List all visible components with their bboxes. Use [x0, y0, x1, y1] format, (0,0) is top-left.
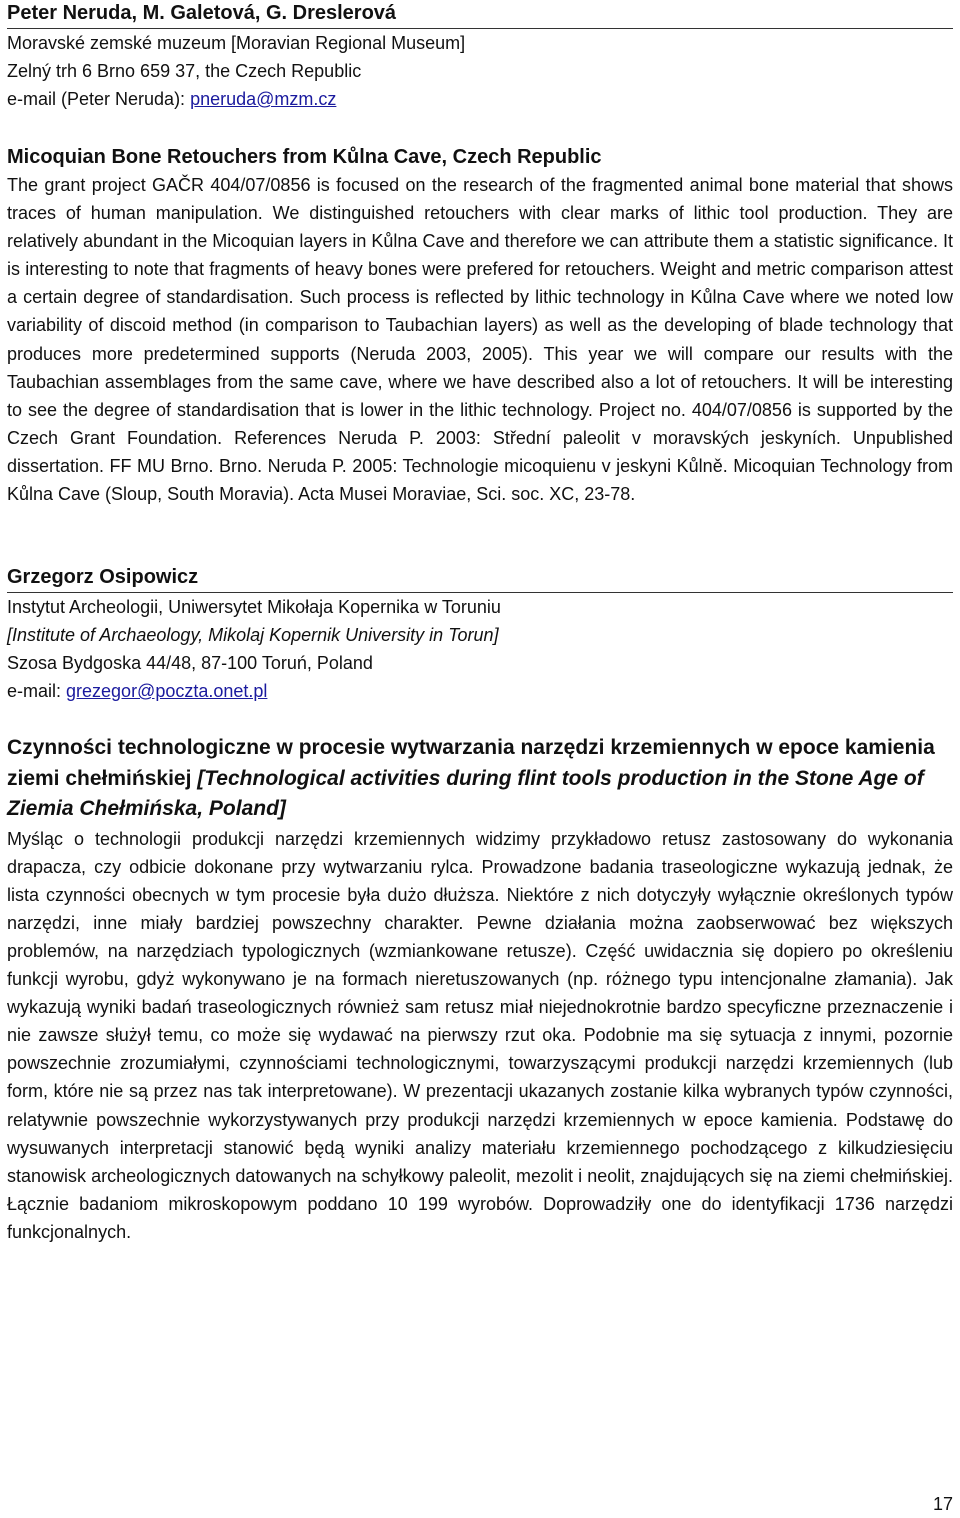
email-line-2 — [7, 677, 953, 705]
article-title-1: Micoquian Bone Retouchers from Kůlna Cave, Czech Republic — [7, 146, 602, 168]
email-label-2: e-mail: — [7, 681, 67, 702]
address-1: Zelný trh 6 Brno 659 37, the Czech Republic — [7, 61, 362, 81]
author-heading-2: Grzegorz Osipowicz — [7, 564, 953, 593]
article-title-2 — [7, 733, 953, 825]
email-line-1 — [7, 85, 953, 113]
article-body-2: Myśląc o technologii produkcji narzędzi krzemiennych widzimy przykładowo retusz zastosowany do wykonania drapacza, czy odbicie dokonane przy wytwarzaniu rylca. Prowadzone badania traseologiczne wykazują jednak, że lista czynności obecnych w tym procesie była dużo dłuższa. Niektóre z nich dotyczyły wyłącznie określonych typów narzędzi, inne miały bardziej powszechny charakter. Pewne działania można zaobserwować bez większych problemów, na narzędziach typologicznych (wzmiankowane retusze). Część uwidacznia się dopiero po określeniu funkcji wyrobu, gdyż wykonywano je na formach nieretuszowanych (np. różnego typu intencjonalne złamania). Jak wykazują wyniki badań traseologicznych również sam retusz miał niejednokrotnie bardzo specyficzne przeznaczenie i nie zawsze służył temu, co może się wydawać na pierwszy rzut oka. Podobnie ma się sytuacja z innymi, pozornie powszechnie zrozumiałymi, czynnościami technologicznymi, towarzyszącymi produkcji narzędzi krzemiennych (lub form, które nie są przez nas tak interpretowane). W prezentacji ukazanych zostanie kilka wybranych typów czynności, relatywnie powszechnie wykorzystywanych przy produkcji narzędzi krzemiennych w epoce kamienia. Podstawę do wysuwanych interpretacji stanowić będą wyniki analizy materiału krzemiennego pochodzącego z kilkudziesięciu stanowisk archeologicznych datowanych na schyłkowy paleolit, mezolit i neolit, znajdujących się na ziemi chełmińskiej. Łącznie badaniom mikroskopowym poddano 10 199 wyrobów. Doprowadziły one do identyfikacji 1736 narzędzi funkcjonalnych. — [7, 828, 953, 1242]
article-body-1: The grant project GAČR 404/07/0856 is focused on the research of the fragmented animal bone material that shows traces of human manipulation. We distinguished retouchers with clear marks of lithic tool production. They are relatively abundant in the Micoquian layers in Kůlna Cave and therefore we can attribute them a statistic significance. It is interesting to note that fragments of heavy bones were prefered for retouchers. Weight and metric comparison attest a certain degree of standardisation. Such process is reflected by lithic technology in Kůlna Cave where we noted low variability of discoid method (in comparison to Taubachian layers) as well as the developing of blade technology that produces more predetermined supports (Neruda 2003, 2005). This year we will compare our results with the Taubachian assemblages from the same cave, where we have described also a lot of retouchers. It will be interesting to see the degree of standardisation that is lower in the lithic technology. Project no. 404/07/0856 is supported by the Czech Grant Foundation. References Neruda P. 2003: Střední paleolit v moravských jeskyních. Unpublished dissertation. FF MU Brno. Brno. Neruda P. 2005: Technologie micoquienu v jeskyni Kůlně. Micoquian Technology from Kůlna Cave (Sloup, South Moravia). Acta Musei Moraviae, Sci. soc. XC, 23-78. — [7, 175, 953, 505]
author-heading-1: Peter Neruda, M. Galetová, G. Dreslerová — [7, 0, 953, 29]
document-page — [7, 0, 953, 1246]
article-title-pl-2: Czynności technologiczne w procesie wytwarzania narzędzi krzemiennych w epoce kamienia ziemi chełmińskiej — [7, 736, 935, 790]
affiliation-1: Moravské zemské muzeum [Moravian Regional Museum] — [7, 33, 466, 53]
email-label-1: e-mail (Peter Neruda): — [7, 89, 191, 109]
affiliation-2: Instytut Archeologii, Uniwersytet Mikołaja Kopernika w Toruniu — [7, 597, 501, 618]
article-title-en-2: [Technological activities during flint tools production in the Stone Age of Ziemia Chełmińska, Poland] — [7, 766, 924, 821]
page-number: 17 — [932, 1494, 953, 1514]
address-2: Szosa Bydgoska 44/48, 87-100 Toruń, Poland — [7, 653, 373, 674]
email-link-2[interactable]: grezegor@poczta.onet.pl — [66, 681, 268, 702]
email-link-1[interactable]: pneruda@mzm.cz — [190, 89, 337, 109]
affiliation-en-2: [Institute of Archaeology, Mikolaj Kopernik University in Torun] — [7, 625, 499, 646]
